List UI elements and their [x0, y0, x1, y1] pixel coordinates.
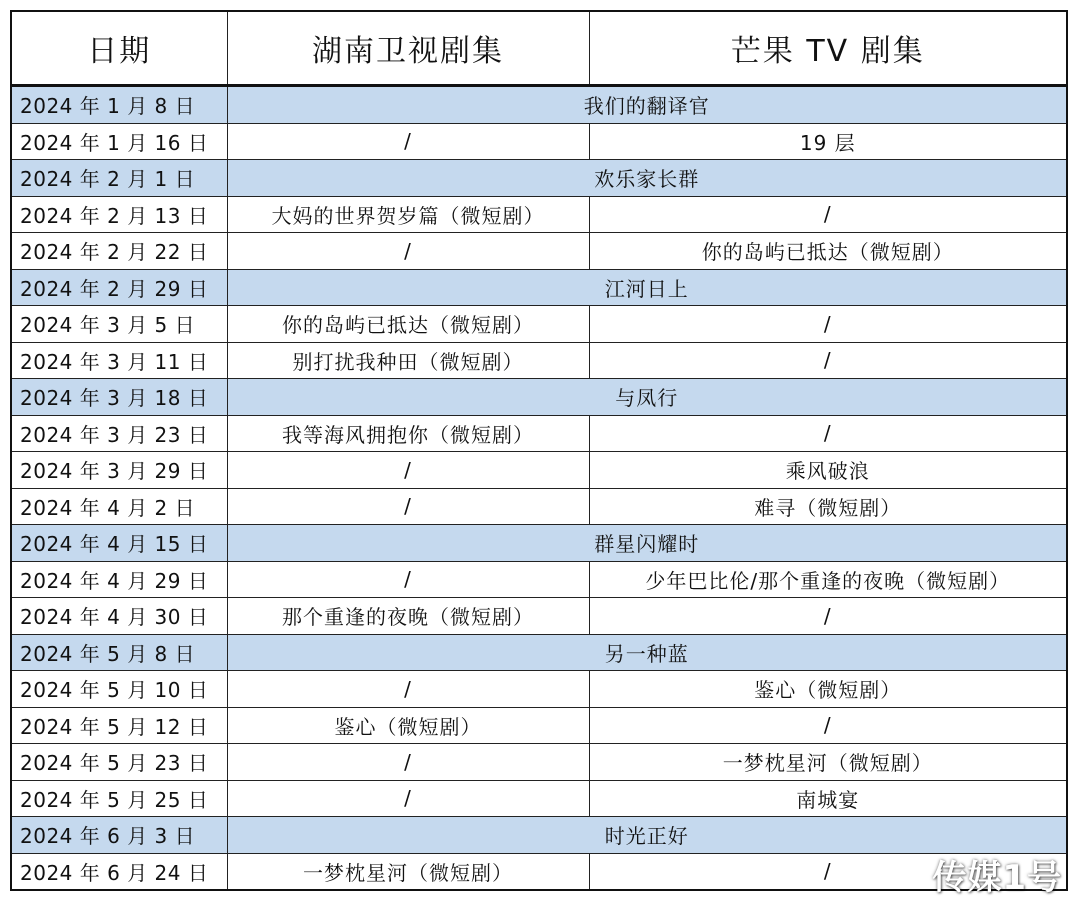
- table-row: [11, 196, 1067, 233]
- table-row-shared: [11, 269, 1067, 306]
- cell-hunan-tv: 一梦枕星河（微短剧）: [227, 853, 589, 890]
- table-row-shared: [11, 86, 1067, 124]
- cell-hunan-tv: 别打扰我种田（微短剧）: [227, 342, 589, 379]
- cell-mango-tv: 少年巴比伦/那个重逢的夜晚（微短剧）: [589, 561, 1067, 598]
- cell-shared-title: 时光正好: [227, 817, 1067, 854]
- cell-date: 2024 年 5 月 23 日: [11, 744, 227, 781]
- header-mango-tv: 芒果 TV 剧集: [589, 11, 1067, 86]
- cell-shared-title: 江河日上: [227, 269, 1067, 306]
- table-row-shared: [11, 379, 1067, 416]
- drama-schedule-table: [10, 10, 1068, 891]
- cell-date: 2024 年 1 月 8 日: [11, 86, 227, 124]
- cell-date: 2024 年 3 月 23 日: [11, 415, 227, 452]
- drama-schedule-sheet: [10, 10, 1066, 891]
- cell-mango-tv: 一梦枕星河（微短剧）: [589, 744, 1067, 781]
- cell-hunan-tv: /: [227, 488, 589, 525]
- table-row: [11, 233, 1067, 270]
- cell-hunan-tv: 我等海风拥抱你（微短剧）: [227, 415, 589, 452]
- cell-date: 2024 年 2 月 22 日: [11, 233, 227, 270]
- table-row: [11, 744, 1067, 781]
- cell-date: 2024 年 2 月 13 日: [11, 196, 227, 233]
- cell-shared-title: 与凤行: [227, 379, 1067, 416]
- cell-hunan-tv: 你的岛屿已抵达（微短剧）: [227, 306, 589, 343]
- table-row-shared: [11, 634, 1067, 671]
- cell-shared-title: 我们的翻译官: [227, 86, 1067, 124]
- cell-mango-tv: /: [589, 196, 1067, 233]
- cell-date: 2024 年 4 月 29 日: [11, 561, 227, 598]
- table-row: [11, 123, 1067, 160]
- cell-shared-title: 另一种蓝: [227, 634, 1067, 671]
- cell-hunan-tv: 鉴心（微短剧）: [227, 707, 589, 744]
- table-row: [11, 488, 1067, 525]
- cell-hunan-tv: /: [227, 671, 589, 708]
- table-row: [11, 853, 1067, 890]
- header-row: [11, 11, 1067, 86]
- cell-mango-tv: 鉴心（微短剧）: [589, 671, 1067, 708]
- cell-date: 2024 年 5 月 12 日: [11, 707, 227, 744]
- cell-date: 2024 年 4 月 30 日: [11, 598, 227, 635]
- cell-mango-tv: 你的岛屿已抵达（微短剧）: [589, 233, 1067, 270]
- table-row: [11, 306, 1067, 343]
- cell-date: 2024 年 5 月 8 日: [11, 634, 227, 671]
- cell-date: 2024 年 6 月 24 日: [11, 853, 227, 890]
- table-row: [11, 342, 1067, 379]
- watermark-logo-text: 传媒1号: [932, 858, 1062, 898]
- cell-mango-tv: /: [589, 853, 1067, 890]
- cell-mango-tv: /: [589, 342, 1067, 379]
- table-row: [11, 415, 1067, 452]
- table-header: [11, 11, 1067, 86]
- cell-mango-tv: 难寻（微短剧）: [589, 488, 1067, 525]
- cell-mango-tv: 乘风破浪: [589, 452, 1067, 489]
- table-row: [11, 561, 1067, 598]
- table-row-shared: [11, 817, 1067, 854]
- table-body: [11, 86, 1067, 891]
- header-hunan-tv: 湖南卫视剧集: [227, 11, 589, 86]
- cell-mango-tv: /: [589, 598, 1067, 635]
- table-row: [11, 598, 1067, 635]
- cell-mango-tv: /: [589, 306, 1067, 343]
- cell-hunan-tv: /: [227, 780, 589, 817]
- cell-hunan-tv: /: [227, 744, 589, 781]
- cell-date: 2024 年 2 月 1 日: [11, 160, 227, 197]
- table-row: [11, 452, 1067, 489]
- header-date: 日期: [11, 11, 227, 86]
- cell-hunan-tv: /: [227, 233, 589, 270]
- table-row-shared: [11, 160, 1067, 197]
- cell-date: 2024 年 3 月 29 日: [11, 452, 227, 489]
- cell-hunan-tv: 大妈的世界贺岁篇（微短剧）: [227, 196, 589, 233]
- cell-date: 2024 年 3 月 18 日: [11, 379, 227, 416]
- cell-date: 2024 年 6 月 3 日: [11, 817, 227, 854]
- cell-shared-title: 欢乐家长群: [227, 160, 1067, 197]
- cell-hunan-tv: /: [227, 452, 589, 489]
- table-row: [11, 707, 1067, 744]
- cell-date: 2024 年 5 月 10 日: [11, 671, 227, 708]
- table-row-shared: [11, 525, 1067, 562]
- cell-date: 2024 年 3 月 11 日: [11, 342, 227, 379]
- cell-hunan-tv: /: [227, 123, 589, 160]
- cell-mango-tv: /: [589, 415, 1067, 452]
- cell-hunan-tv: /: [227, 561, 589, 598]
- cell-date: 2024 年 3 月 5 日: [11, 306, 227, 343]
- table-row: [11, 780, 1067, 817]
- table-row: [11, 671, 1067, 708]
- cell-date: 2024 年 1 月 16 日: [11, 123, 227, 160]
- cell-mango-tv: 19 层: [589, 123, 1067, 160]
- cell-hunan-tv: 那个重逢的夜晚（微短剧）: [227, 598, 589, 635]
- cell-date: 2024 年 4 月 2 日: [11, 488, 227, 525]
- cell-mango-tv: /: [589, 707, 1067, 744]
- cell-shared-title: 群星闪耀时: [227, 525, 1067, 562]
- cell-date: 2024 年 4 月 15 日: [11, 525, 227, 562]
- cell-mango-tv: 南城宴: [589, 780, 1067, 817]
- cell-date: 2024 年 2 月 29 日: [11, 269, 227, 306]
- cell-date: 2024 年 5 月 25 日: [11, 780, 227, 817]
